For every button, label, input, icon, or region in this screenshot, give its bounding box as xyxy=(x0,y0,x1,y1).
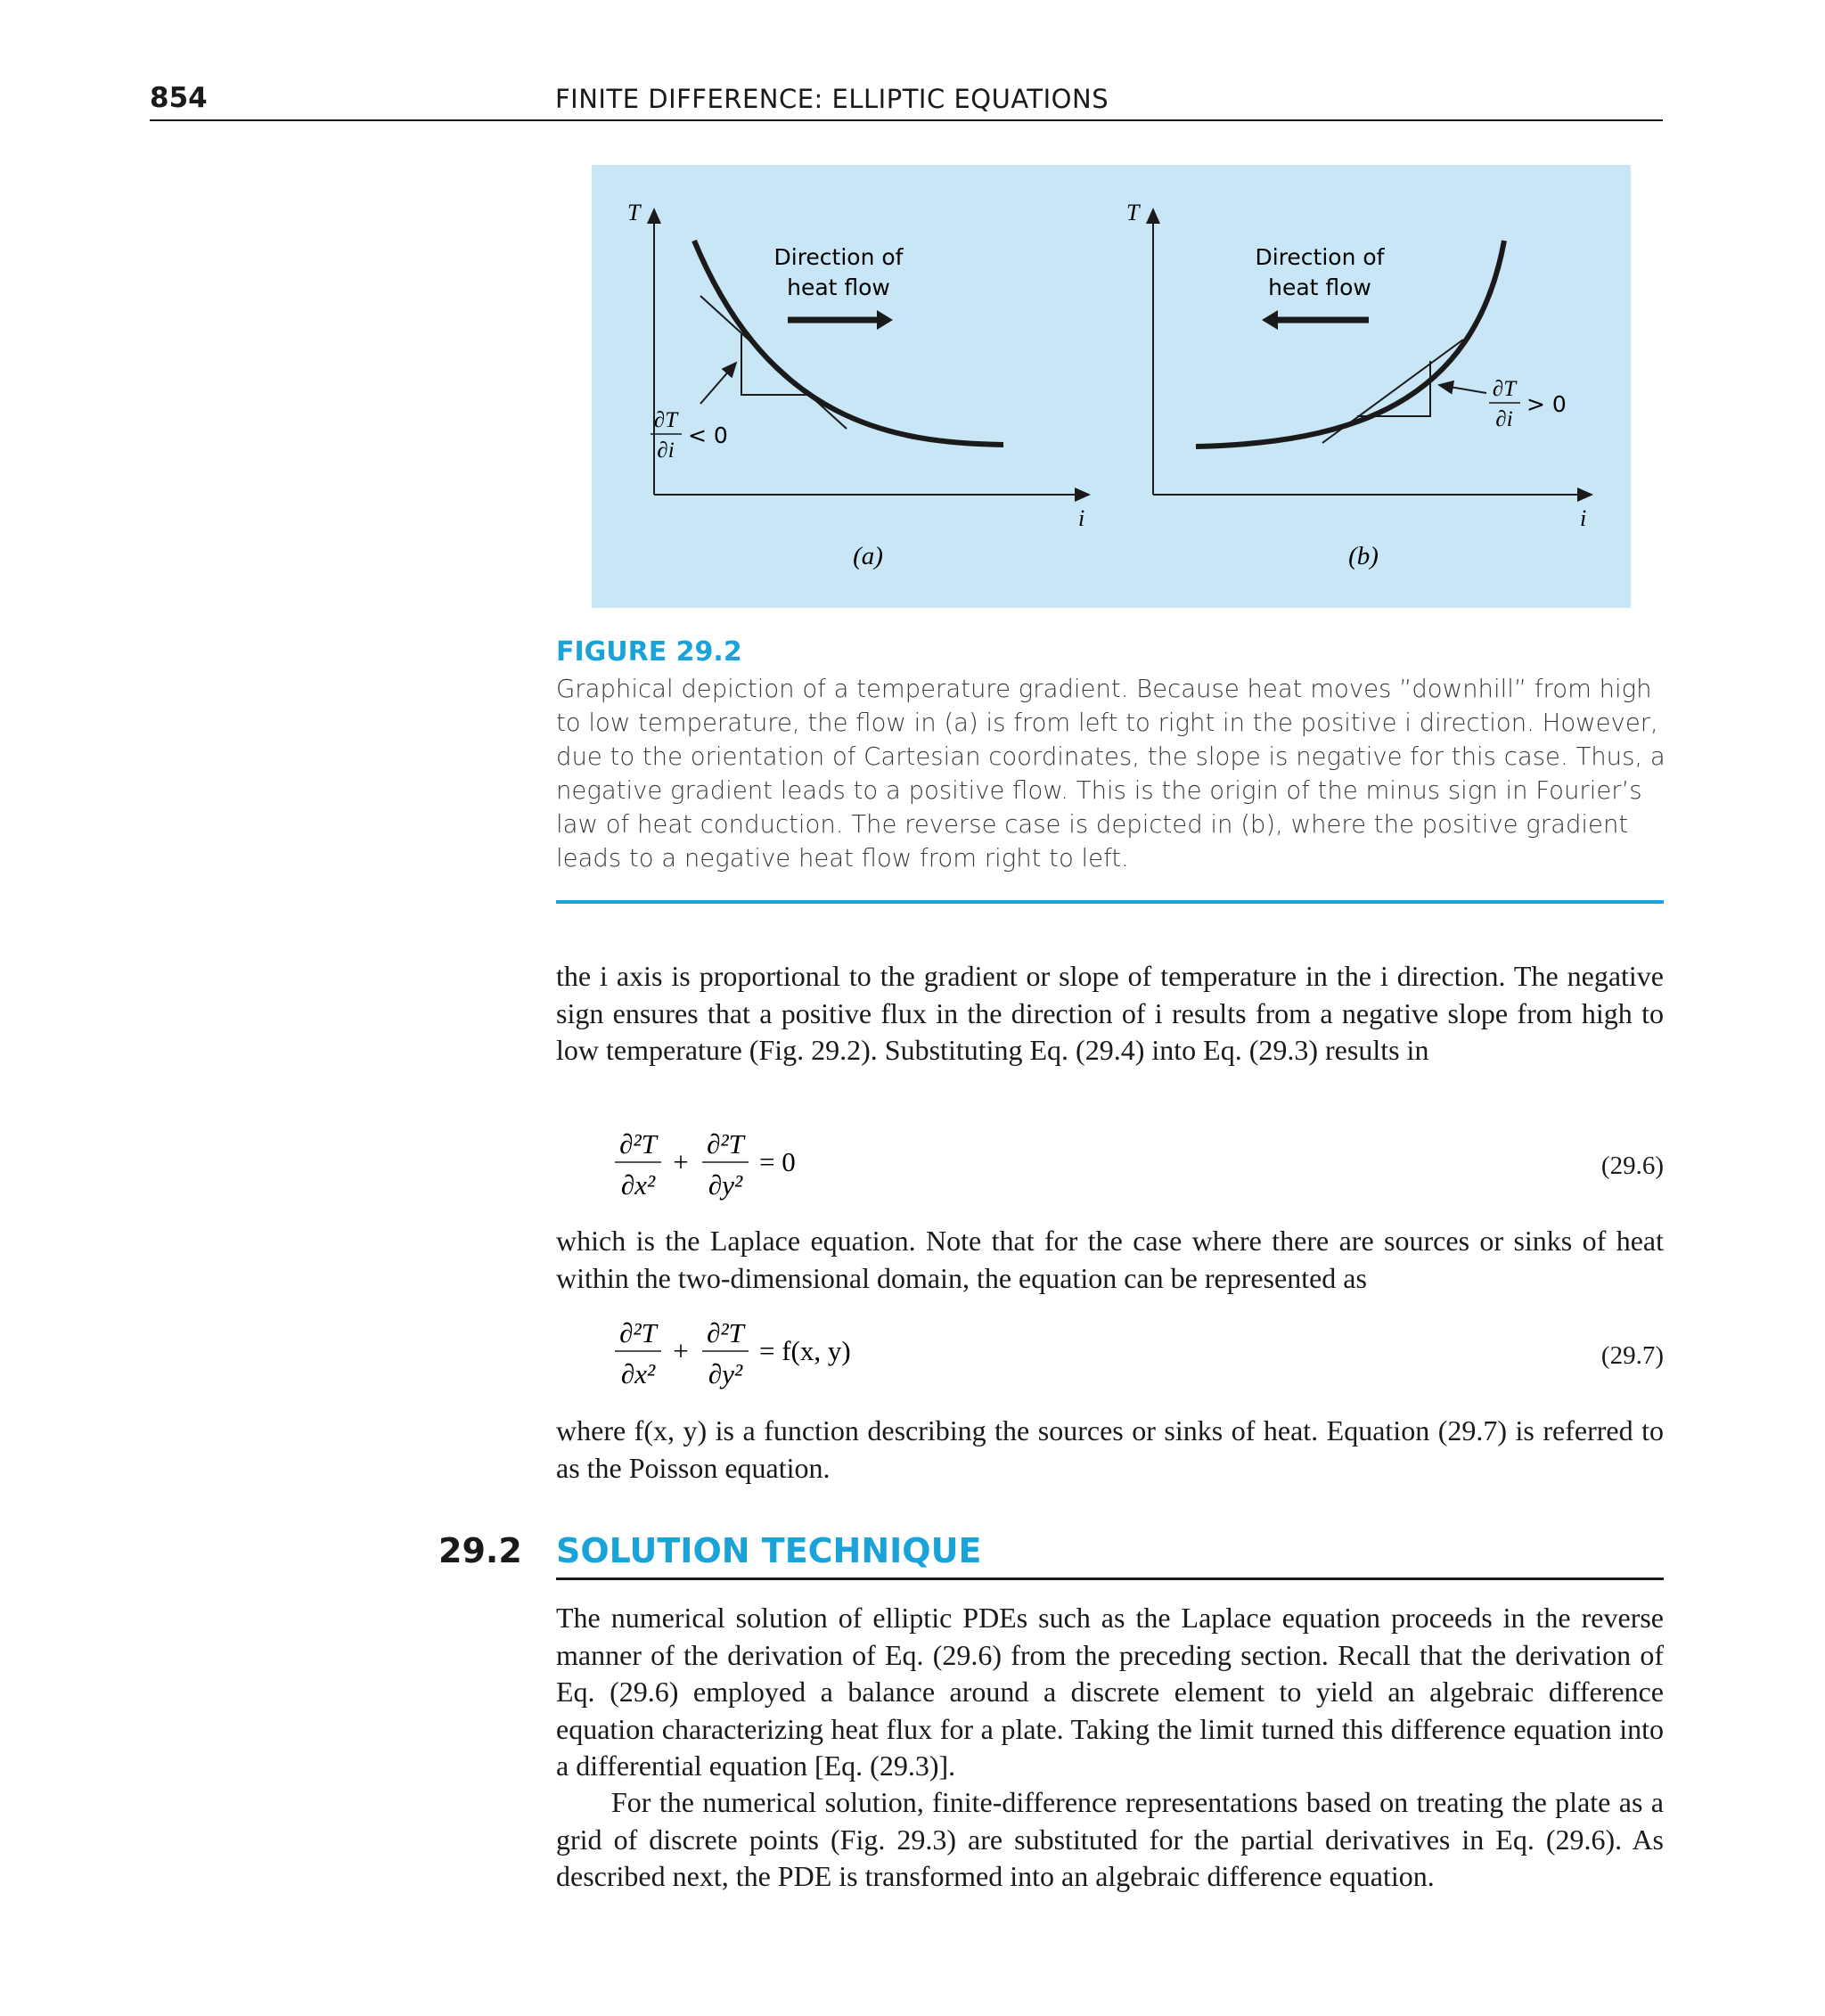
running-head xyxy=(150,82,1663,121)
panel-b-caption: (b) xyxy=(1348,542,1379,570)
panel-a-pointer xyxy=(700,363,736,404)
figure-caption: Graphical depiction of a temperature gradient. Because heat moves ”downhill” from high to low temperature, the flow in (a) is from left to right in the positive i direction. However, due to the orientation of Cartesian coordinates, the slope is negative for this case. Thus, a negative gradient leads to a positive flow. This is the origin of the minus sign in Fourier’s law of heat conduction. The reverse case is depicted in (b), where the positive gradient leads to a negative heat flow from right to left. xyxy=(556,675,1665,873)
panel-a-x-axis-label: i xyxy=(1078,505,1085,531)
panel-a xyxy=(627,200,1089,570)
panel-b-gradient-numerator: ∂T xyxy=(1492,377,1517,401)
equation-29-7 xyxy=(611,1310,932,1408)
eq-29-6-term1-numerator: ∂²T xyxy=(619,1128,657,1160)
panel-b-flow-label-line1: Direction of xyxy=(1255,244,1385,270)
eq-29-6-plus: + xyxy=(673,1146,689,1177)
panel-b-tangent-line xyxy=(1322,340,1463,443)
paragraph-solution-intro: The numerical solution of elliptic PDEs such as the Laplace equation proceeds in the reverse manner of the derivation of Eq. (29.6) from the preceding section. Recall that the derivation of Eq. (29.6) employed a balance around a discrete element to yield an algebraic difference equation characterizing heat flux for a plate. Taking the limit turned this difference equation into a differential equation [Eq. (29.3)]. xyxy=(556,1602,1664,1782)
paragraph-poisson: where f(x, y) is a function describing the sources or sinks of heat. Equation (29.7) is referred to as the Poisson equation. xyxy=(556,1414,1664,1484)
eq-29-7-term2-denominator: ∂y² xyxy=(708,1358,743,1389)
figure-label: FIGURE 29.2 xyxy=(556,636,742,668)
panel-a-y-axis-label: T xyxy=(627,200,641,225)
panel-a-flow-label-line1: Direction of xyxy=(773,244,904,270)
eq-29-6-term2-numerator: ∂²T xyxy=(707,1128,744,1160)
eq-29-7-plus: + xyxy=(673,1335,689,1366)
paragraph-laplace: which is the Laplace equation. Note that for the case where there are sources or sinks of heat within the two-dimensional domain, the equation can be represented as xyxy=(556,1225,1664,1294)
panel-b-pointer xyxy=(1439,385,1486,393)
page-number: 854 xyxy=(150,82,208,114)
panel-a-gradient-relation: < 0 xyxy=(688,422,728,448)
section-number: 29.2 xyxy=(438,1531,522,1570)
equation-number-29-7: (29.7) xyxy=(1600,1341,1664,1370)
panel-a-caption: (a) xyxy=(853,542,883,570)
panel-b-y-axis-label: T xyxy=(1126,200,1140,225)
panel-a-gradient-denominator: ∂i xyxy=(657,438,675,463)
panel-b xyxy=(1126,200,1592,570)
section-heading xyxy=(431,1528,1664,1578)
panel-b-flow-arrowhead xyxy=(1262,310,1278,330)
eq-29-6-term2-denominator: ∂y² xyxy=(708,1169,743,1201)
temperature-gradient-figure xyxy=(592,165,1631,608)
section-title: SOLUTION TECHNIQUE xyxy=(556,1531,982,1570)
paragraph-gradient-explanation: the i axis is proportional to the gradient or slope of temperature in the i direction. The negative sign ensures that a positive flux in the direction of i results from a negative slope from high to low temperature (Fig. 29.2). Substituting Eq. (29.4) into Eq. (29.3) results in xyxy=(556,960,1664,1066)
eq-29-7-rhs: = f(x, y) xyxy=(759,1335,851,1366)
panel-a-gradient-numerator: ∂T xyxy=(653,408,678,432)
panel-b-gradient-relation: > 0 xyxy=(1526,391,1567,417)
panel-b-gradient-denominator: ∂i xyxy=(1495,407,1513,431)
panel-a-flow-label-line2: heat flow xyxy=(787,275,890,300)
panel-b-x-axis-label: i xyxy=(1580,505,1587,531)
chapter-title: FINITE DIFFERENCE: ELLIPTIC EQUATIONS xyxy=(555,84,1109,114)
eq-29-7-term1-denominator: ∂x² xyxy=(620,1358,656,1389)
figure-panel xyxy=(592,165,1631,608)
panel-b-flow-label-line2: heat flow xyxy=(1268,275,1371,300)
equation-29-6 xyxy=(611,1121,879,1219)
eq-29-7-term2-numerator: ∂²T xyxy=(707,1317,744,1348)
eq-29-6-term1-denominator: ∂x² xyxy=(620,1169,656,1201)
figure-divider xyxy=(556,900,1664,904)
panel-a-flow-arrowhead xyxy=(877,310,893,330)
equation-number-29-6: (29.6) xyxy=(1600,1151,1664,1180)
panel-a-tangent-line xyxy=(700,296,847,429)
section-divider xyxy=(556,1578,1664,1580)
eq-29-6-rhs: = 0 xyxy=(759,1146,796,1177)
paragraph-finite-difference: For the numerical solution, finite-difference representations based on treating the plate as a grid of discrete points (Fig. 29.3) are substituted for the partial derivatives in Eq. (29.6). As described next, the PDE is transformed into an algebraic difference equation. xyxy=(556,1786,1664,1892)
eq-29-7-term1-numerator: ∂²T xyxy=(619,1317,657,1348)
